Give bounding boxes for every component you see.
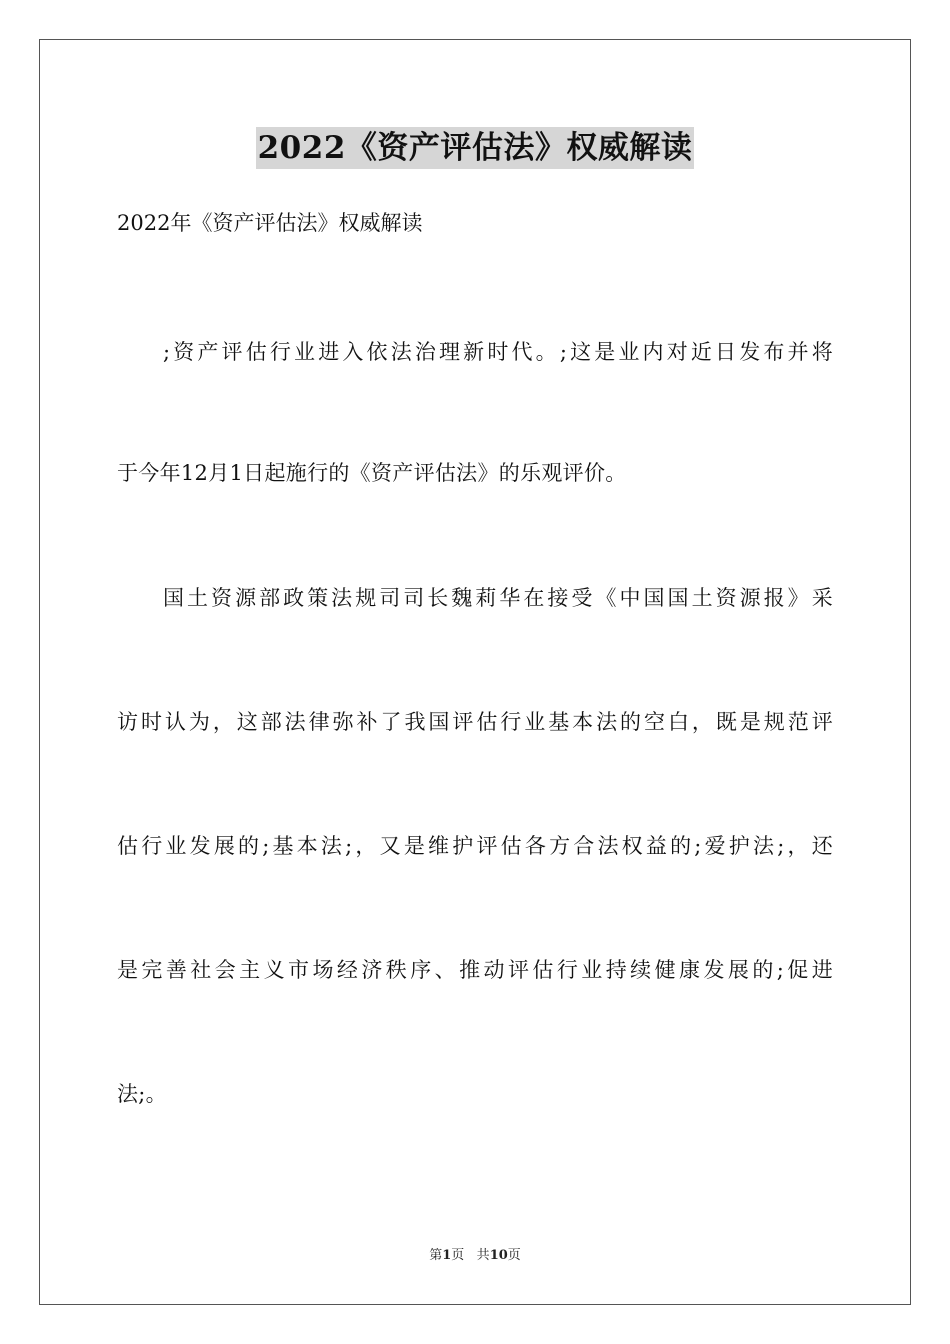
footer-total-suffix: 页 xyxy=(507,1248,521,1263)
paragraph-1-line-1: ;资产评估行业进入依法治理新时代。;这是业内对近日发布并将 xyxy=(163,340,833,364)
document-title: 2022《资产评估法》权威解读 xyxy=(256,127,695,169)
page-footer xyxy=(0,1247,950,1265)
footer-total-prefix: 共 xyxy=(476,1248,490,1263)
paragraph-2-line-1: 国土资源部政策法规司司长魏莉华在接受《中国国土资源报》采 xyxy=(163,586,833,610)
paragraph-2-line-5: 法;。 xyxy=(117,1082,167,1106)
footer-page-suffix: 页 xyxy=(451,1248,465,1263)
title-container xyxy=(0,127,950,169)
footer-page-number: 1 xyxy=(442,1248,452,1263)
paragraph-2-line-2: 访时认为，这部法律弥补了我国评估行业基本法的空白，既是规范评 xyxy=(117,710,833,734)
paragraph-2-line-3: 估行业发展的;基本法;，又是维护评估各方合法权益的;爱护法;，还 xyxy=(117,834,833,858)
footer-page-prefix: 第 xyxy=(429,1248,443,1263)
paragraph-1-line-2: 于今年12月1日起施行的《资产评估法》的乐观评价。 xyxy=(117,461,627,485)
document-subtitle: 2022年《资产评估法》权威解读 xyxy=(117,211,423,235)
paragraph-2-line-4: 是完善社会主义市场经济秩序、推动评估行业持续健康发展的;促进 xyxy=(117,958,833,982)
footer-total-pages: 10 xyxy=(489,1248,508,1263)
